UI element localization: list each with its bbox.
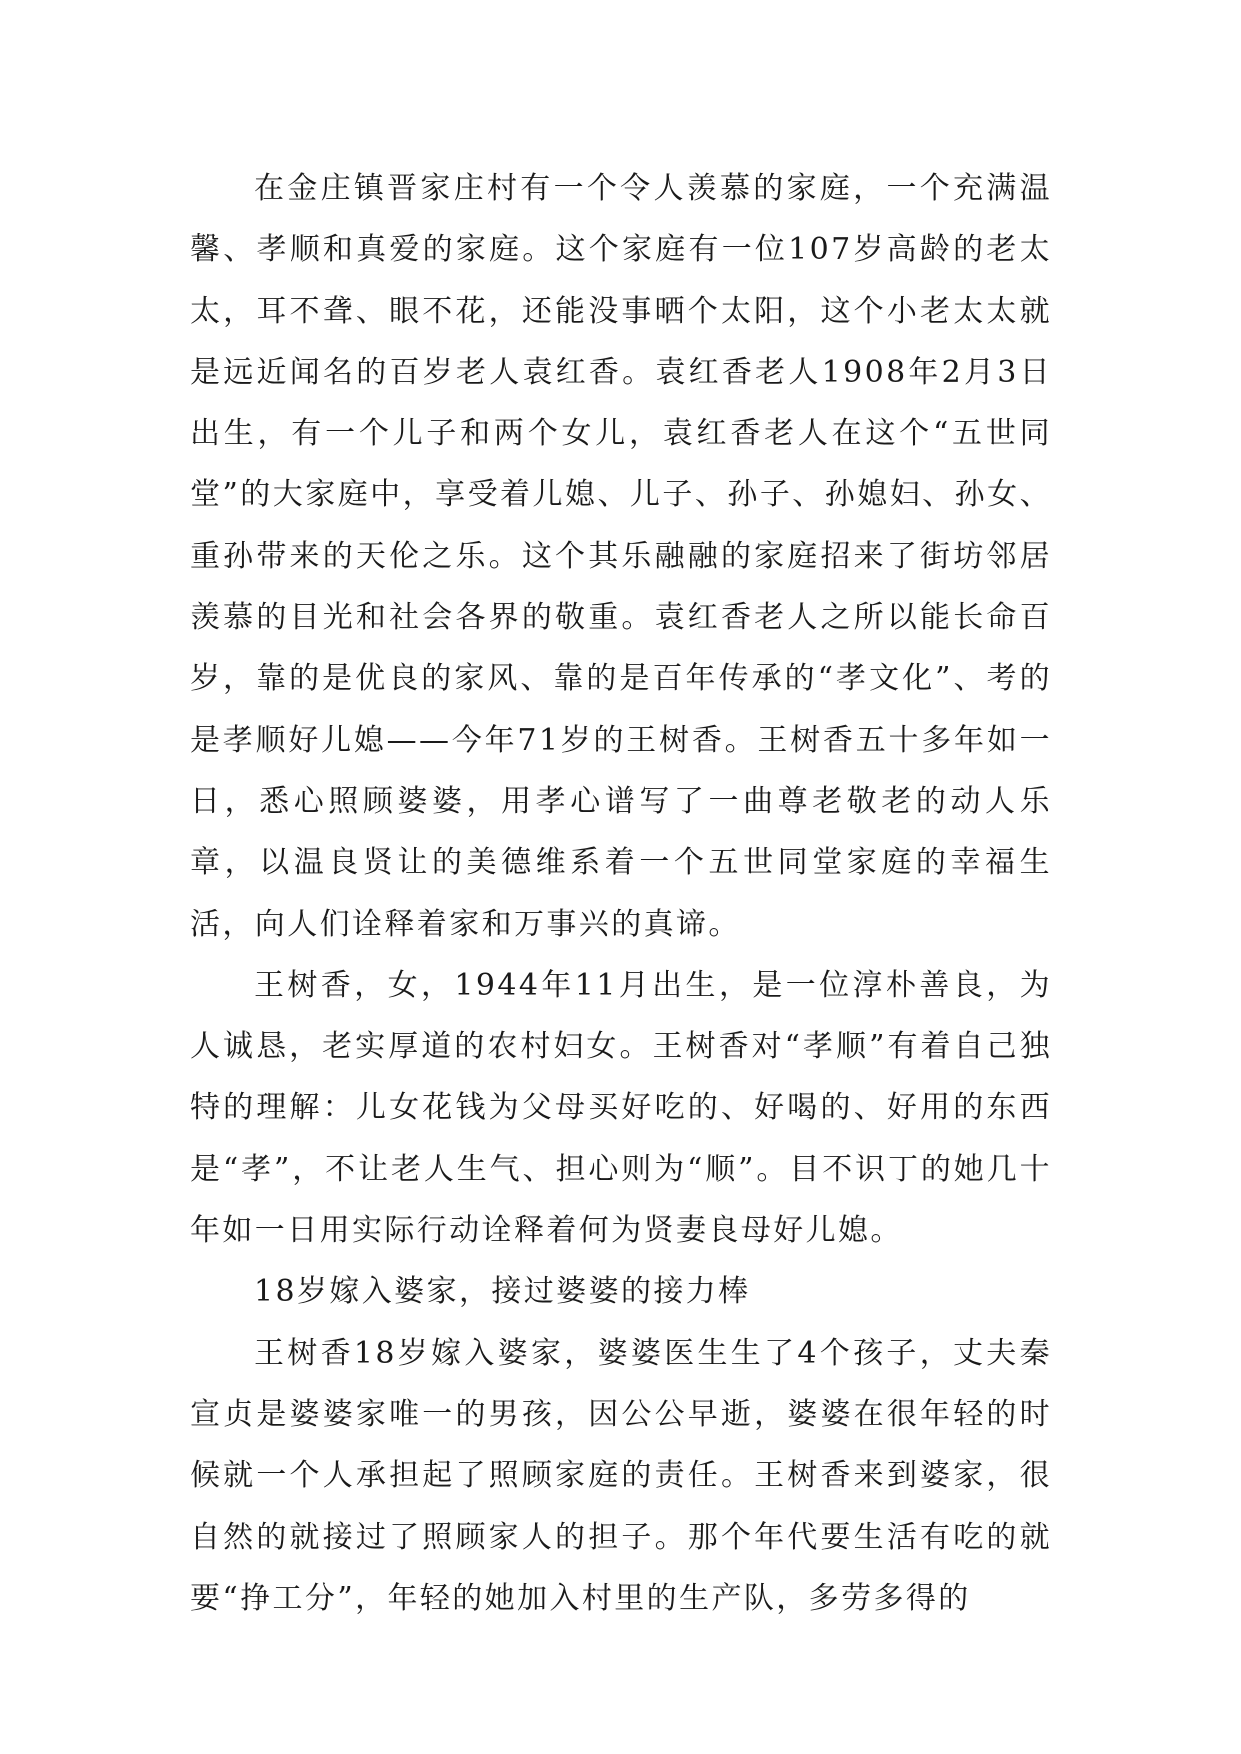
paragraph-story: 王树香18岁嫁入婆家，婆婆医生生了4个孩子，丈夫秦宣贞是婆婆家唯一的男孩，因公公早逝，婆婆在很年轻的时候就一个人承担起了照顾家庭的责任。王树香来到婆家，很自然的就接过了照顾家人的担子。那个年代要生活有吃的就要“挣工分”，年轻的她加入村里的生产队，多劳多得的 [190, 1335, 1052, 1616]
section-heading: 18岁嫁入婆家，接过婆婆的接力棒 [254, 1274, 751, 1310]
paragraph-intro: 在金庄镇晋家庄村有一个令人羡慕的家庭，一个充满温馨、孝顺和真爱的家庭。这个家庭有一位107岁高龄的老太太，耳不聋、眼不花，还能没事晒个太阳，这个小老太太就是远近闻名的百岁老人袁红香。袁红香老人1908年2月3日出生，有一个儿子和两个女儿，袁红香老人在这个“五世同堂”的大家庭中，享受着儿媳、儿子、孙子、孙媳妇、孙女、重孙带来的天伦之乐。这个其乐融融的家庭招来了街坊邻居羡慕的目光和社会各界的敬重。袁红香老人之所以能长命百岁，靠的是优良的家风、靠的是百年传承的“孝文化”、考的是孝顺好儿媳——今年71岁的王树香。王树香五十多年如一日，悉心照顾婆婆，用孝心谱写了一曲尊老敬老的动人乐章，以温良贤让的美德维系着一个五世同堂家庭的幸福生活，向人们诠释着家和万事兴的真谛。 [190, 171, 1052, 942]
document-body [190, 158, 1052, 1629]
paragraph-profile: 王树香，女，1944年11月出生，是一位淳朴善良，为人诚恳，老实厚道的农村妇女。王树香对“孝顺”有着自己独特的理解：儿女花钱为父母买好吃的、好喝的、好用的东西是“孝”，不让老人生气、担心则为“顺”。目不识丁的她几十年如一日用实际行动诠释着何为贤妻良母好儿媳。 [190, 967, 1052, 1249]
